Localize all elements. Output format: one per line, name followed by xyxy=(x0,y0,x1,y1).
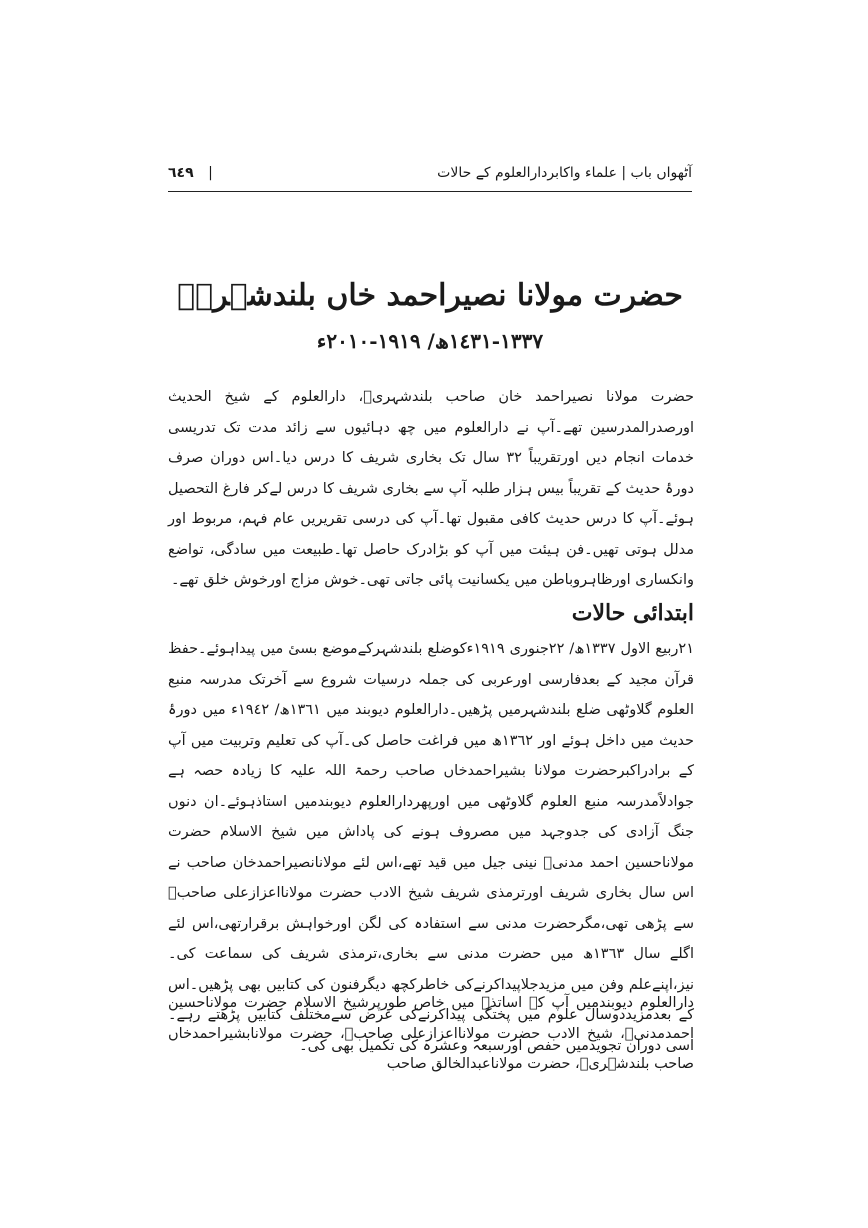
section-heading: ابتدائی حالات xyxy=(571,600,694,626)
closing-paragraph: دارالعلوم دیوبندمیں آپ کے اساتذہ میں خاص طورپرشیخ الاسلام حضرت مولاناحسین احمدمدنیؒ، شیخ الادب حضرت مولانااعزازعلی صاحبؒ، حضرت مولانابشیراحمدخاں صاحب بلندشہریؒ، حضرت مولاناعبدالخالق صاحب xyxy=(168,995,694,1072)
page-number: ٦٤٩ xyxy=(168,164,194,181)
closing-paragraph-block xyxy=(168,988,694,1080)
early-life-paragraph: ٢١ربیع الاول ١٣٣٧ھ/ ٢٢جنوری ١٩١٩ءکوضلع بلندشہرکےموضع بسیٔ میں پیداہوئے۔حفظ قرآن مجید کے بعدفارسی اورعربی کی جملہ درسیات شروع سے آخرتک مدرسہ منبع العلوم گلاوٹھی ضلع بلندشہرمیں پڑھیں۔دارالعلوم دیوبند میں ١٣٦١ھ/ ١٩٤٢ء میں دورۂ حدیث میں داخل ہوئے اور ١٣٦٢ھ میں فراغت حاصل کی۔آپ کی تعلیم وتربیت میں آپ کے برادراکبرحضرت مولانا بشیراحمدخاں صاحب رحمۃ اللہ علیہ کا زیادہ حصہ ہے جوادلاًمدرسہ منبع العلوم گلاوٹھی میں اورپھردارالعلوم دیوبندمیں استاذہوئے۔ان دنوں جنگ آزادی کی جدوجہد میں مصروف ہونے کی پاداش میں شیخ الاسلام حضرت مولاناحسین احمد مدنیؒ نینی جیل میں قید تھے،اس لئے مولانانصیراحمدخان صاحب نے اس سال بخاری شریف اورترمذی شریف شیخ الادب حضرت مولانااعزازعلی صاحبؒ سے پڑھی تھی،مگرحضرت مدنی سے استفادہ کی لگن اورخواہش برقرارتھی،اس لئے اگلے سال ١٣٦٣ھ میں حضرت مدنی سے بخاری،ترمذی شریف کی سماعت کی۔نیز،اپنےعلم وفن میں مزیدجلاپیداکرنےکی خاطرکچھ دیگرفنون کی کتابیں بھی پڑھیں۔اس کے بعدمزیددوسال علوم میں پختگی پیداکرنےکی غرض سےمختلف کتابیں پڑھتے رہے۔اسی دوران تجویدمیں حفص اورسبعہ وعشرہ کی تکمیل بھی کی۔ xyxy=(168,641,694,1054)
intro-paragraph-block xyxy=(168,382,694,596)
chapter-title-block xyxy=(168,272,692,356)
chapter-title: حضرت مولانا نصیراحمد خاں بلندشہریؒ xyxy=(177,278,683,313)
intro-paragraph: حضرت مولانا نصیراحمد خان صاحب بلندشہریؒ، دارالعلوم کے شیخ الحدیث اورصدرالمدرسین تھے۔آپ نے دارالعلوم میں چھ دہائیوں سے زائد مدت تک تدریسی خدمات انجام دیں اورتقریباً ٣٢ سال تک بخاری شریف کا درس دیا۔اس دوران صرف دورۂ حدیث کے تقریباً بیس ہزار طلبہ آپ سے بخاری شریف کا درس لےکر فارغ التحصیل ہوئے۔آپ کا درس حدیث کافی مقبول تھا۔آپ کی درسی تقریریں عام فہم، مربوط اور مدلل ہوتی تھیں۔فن ہیئت میں آپ کو بڑادرک حاصل تھا۔طبیعت میں سادگی، تواضع وانکساری اورظاہروباطن میں یکسانیت پائی جاتی تھی۔خوش مزاج اورخوش خلق تھے۔ xyxy=(168,389,694,588)
running-title: آٹھواں باب | علماء واکابردارالعلوم کے حالات xyxy=(437,164,692,181)
header-separator: | xyxy=(208,164,213,181)
running-header xyxy=(168,160,692,192)
page-number-group xyxy=(168,165,223,181)
chapter-dates: ١٣٣٧-١٤٣١ھ/ ١٩١٩-٢٠١٠ء xyxy=(316,329,544,353)
